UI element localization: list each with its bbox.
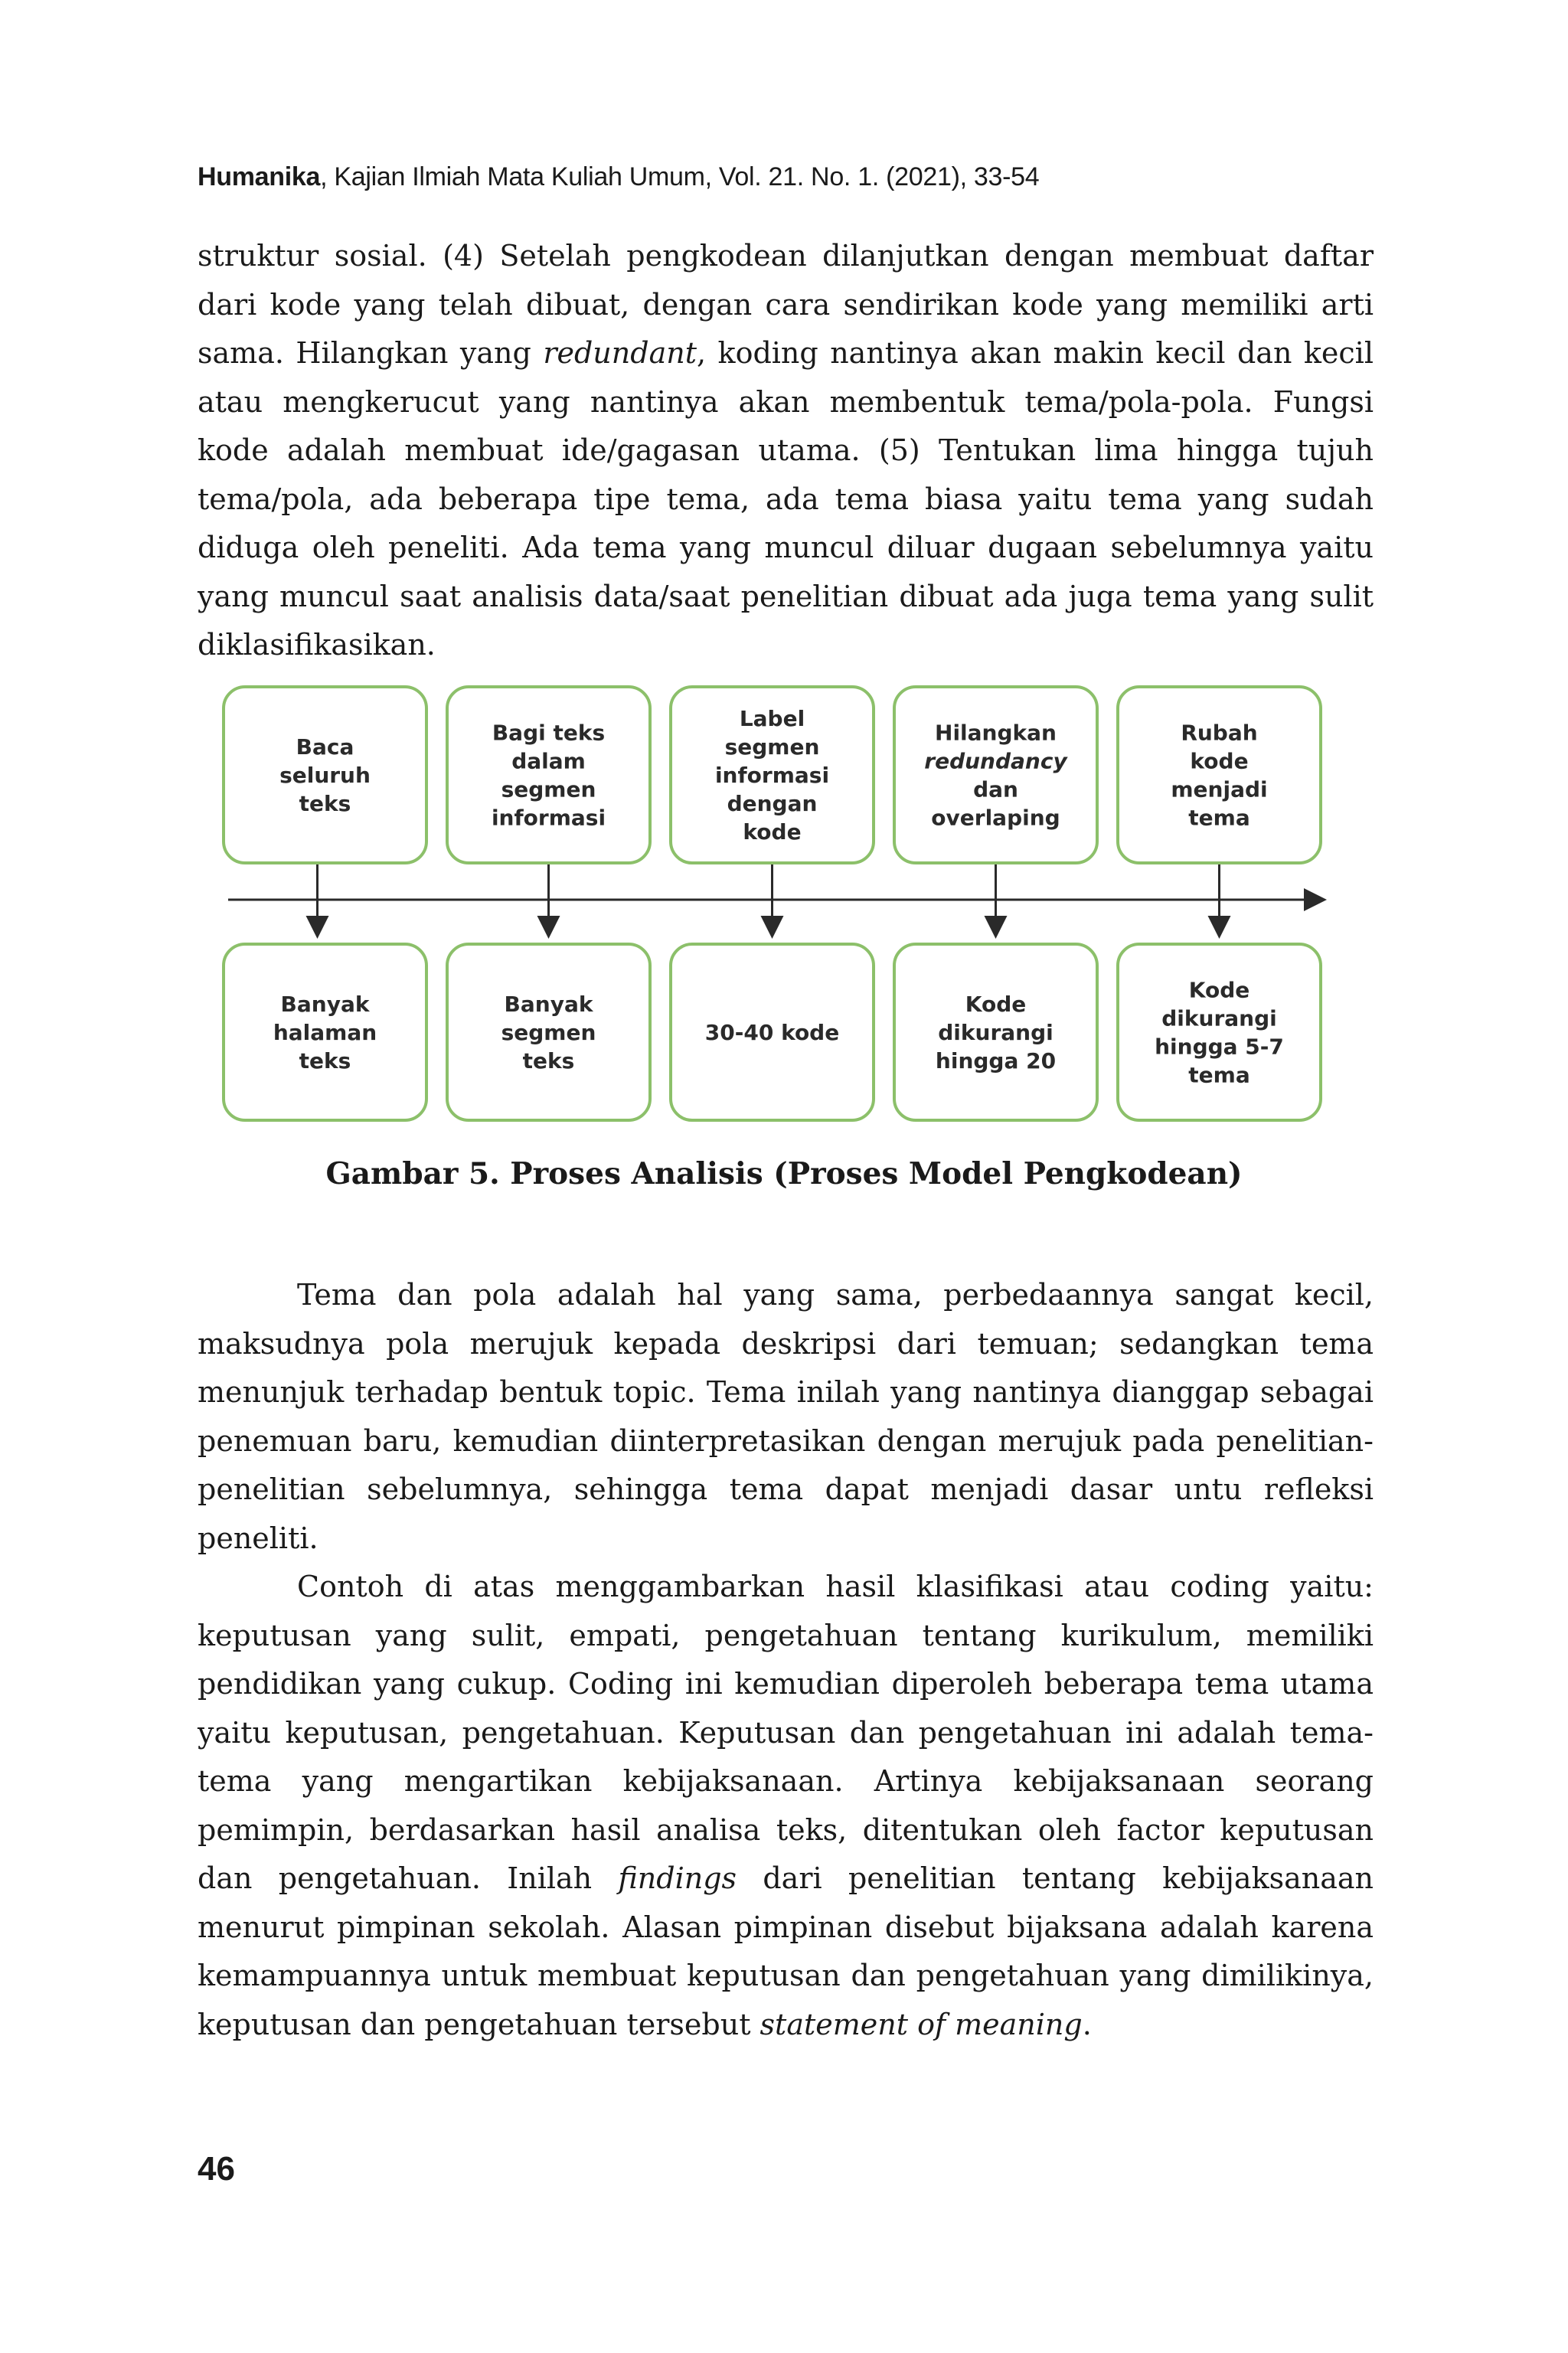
bottom-result-box-5-line: hingga 5-7 [1155, 1034, 1284, 1060]
bottom-result-box-1-line: halaman [273, 1020, 377, 1045]
bottom-result-box-5-line: Kode [1188, 977, 1250, 1003]
top-step-box-3-line: dengan [727, 791, 818, 816]
top-step-box-5 [1118, 687, 1321, 863]
paragraph-3-italic-findings: findings [618, 1861, 737, 1895]
top-step-box-5-line: menjadi [1171, 776, 1268, 802]
figure-caption: Gambar 5. Proses Analisis (Proses Model Pengkodean) [325, 1156, 1243, 1191]
bottom-result-box-4 [894, 944, 1097, 1120]
bottom-result-box-4-line: dikurangi [938, 1020, 1054, 1045]
top-step-box-1-line: teks [299, 791, 351, 816]
bottom-result-box-1-line: Banyak [280, 992, 370, 1017]
top-step-box-2 [447, 687, 650, 863]
bottom-result-box-5-line: dikurangi [1161, 1005, 1277, 1031]
top-step-box-4-line: overlaping [931, 805, 1060, 831]
top-step-box-1-line: seluruh [279, 763, 371, 788]
top-step-box-5-line: Rubah [1181, 720, 1258, 746]
paragraph-1 [198, 232, 1374, 670]
paragraph-3 [198, 1563, 1374, 2049]
top-step-box-3-line: informasi [714, 763, 830, 788]
top-step-box-2-line: informasi [491, 805, 606, 831]
paragraph-3-text-a: Contoh di atas menggambarkan hasil klasifikasi atau coding yaitu: keputusan yang sulit, empati, pengetahuan tentang kurikulum, memiliki pendidikan yang cukup. Coding ini kemudian diperoleh beberapa tema utama yaitu keputusan, pengetahuan. Keputusan dan pengetahuan ini adalah tema-tema yang mengartikan kebijaksanaan. Artinya kebijaksanaan seorang pemimpin, berdasarkan hasil analisa teks, ditentukan oleh factor keputusan dan pengetahuan. Inilah [198, 1570, 1374, 1895]
paragraph-3-text-b: dari penelitian tentang kebijaksanaan menurut pimpinan sekolah. Alasan pimpinan disebut bijaksana adalah karena kemampuannya untuk membuat keputusan dan pengetahuan yang dimilikinya, keputusan dan pengetahuan tersebut [198, 1861, 1374, 2041]
running-header [198, 162, 1039, 192]
top-step-box-3-line: Label [739, 706, 805, 731]
bottom-result-box-3-line: 30-40 kode [704, 1020, 840, 1045]
top-step-box-5-line: kode [1190, 748, 1249, 774]
top-step-box-1 [224, 687, 426, 863]
top-step-box-3 [671, 687, 874, 863]
paragraph-1-italic: redundant [543, 336, 697, 370]
paragraph-1-text-a: struktur sosial. (4) Setelah pengkodean dilanjutkan dengan membuat daftar dari kode yang telah dibuat, dengan cara sendirikan kode yang memiliki arti sama. Hilangkan yang [198, 239, 1374, 370]
paragraph-1-text-b: , koding nantinya akan makin kecil dan kecil atau mengkerucut yang nantinya akan membentuk tema/pola-pola. Fungsi kode adalah membuat ide/gagasan utama. (5) Tentukan lima hingga tujuh tema/pola, ada beberapa tipe tema, ada tema biasa yaitu tema yang sudah diduga oleh peneliti. Ada tema yang muncul diluar dugaan sebelumnya yaitu yang muncul saat analisis data/saat penelitian dibuat ada juga tema yang sulit diklasifikasikan. [198, 336, 1374, 662]
top-step-box-2-line: dalam [511, 748, 586, 774]
top-step-box-3-line: kode [743, 819, 802, 845]
top-step-box-4 [894, 687, 1097, 863]
paragraph-2: Tema dan pola adalah hal yang sama, perbedaannya sangat kecil, maksudnya pola merujuk kepada deskripsi dari temuan; sedangkan tema menunjuk terhadap bentuk topic. Tema inilah yang nantinya dianggap sebagai penemuan baru, kemudian diinterpretasikan dengan merujuk pada penelitian-penelitian sebelumnya, sehingga tema dapat menjadi dasar untu refleksi peneliti. [198, 1278, 1374, 1555]
top-step-box-4-line: dan [973, 776, 1018, 802]
bottom-result-box-4-line: hingga 20 [935, 1048, 1057, 1074]
bottom-result-box-2-line: segmen [501, 1020, 596, 1045]
bottom-result-box-2-line: teks [522, 1048, 575, 1074]
top-step-box-2-line: Bagi teks [492, 720, 606, 746]
top-step-box-4-line: Hilangkan [935, 720, 1057, 746]
top-step-box-1-line: Baca [296, 734, 354, 760]
top-step-box-2-line: segmen [501, 776, 596, 802]
bottom-result-box-1-line: teks [299, 1048, 351, 1074]
bottom-result-box-5 [1118, 944, 1321, 1120]
bottom-result-box-5-line: tema [1188, 1062, 1250, 1088]
bottom-result-box-2 [447, 944, 650, 1120]
journal-citation: , Kajian Ilmiah Mata Kuliah Umum, Vol. 21. No. 1. (2021), 33-54 [320, 162, 1040, 191]
bottom-result-box-4-line: Kode [965, 992, 1027, 1017]
process-diagram [222, 685, 1340, 1129]
top-step-box-4-line: redundancy [924, 748, 1067, 774]
top-step-box-5-line: tema [1188, 805, 1250, 831]
bottom-result-box-2-line: Banyak [504, 992, 593, 1017]
paragraph-3-italic-statement: statement of meaning [760, 2007, 1083, 2041]
bottom-result-box-3 [671, 944, 874, 1120]
paragraph-3-text-c: . [1082, 2007, 1092, 2041]
page-number: 46 [198, 2150, 235, 2188]
journal-name: Humanika [198, 162, 321, 191]
top-step-box-3-line: segmen [724, 734, 820, 760]
bottom-result-box-1 [224, 944, 426, 1120]
